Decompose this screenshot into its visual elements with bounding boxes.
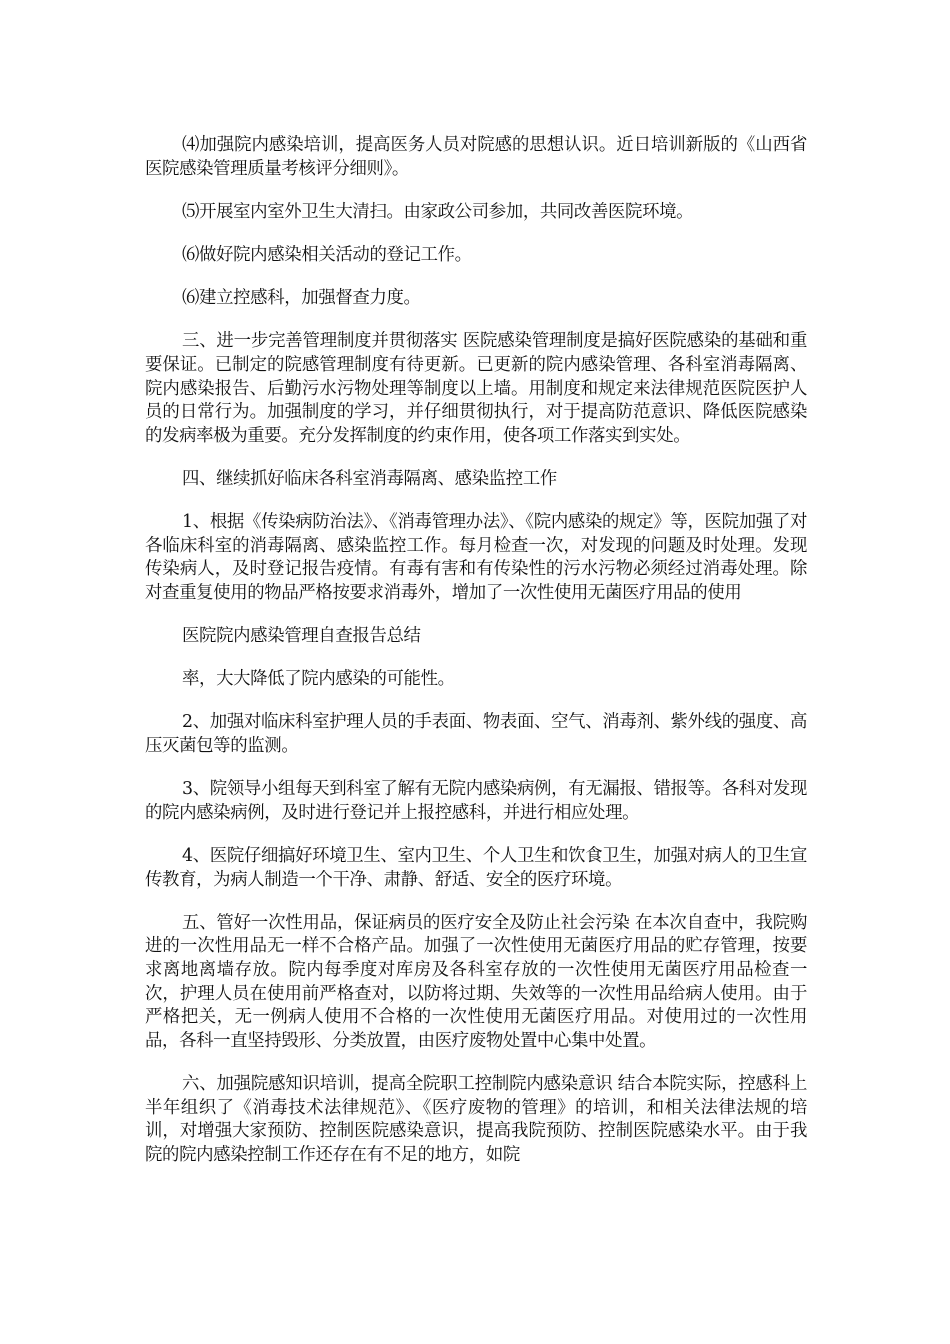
paragraph-section-three: 三、进一步完善管理制度并贯彻落实 医院感染管理制度是搞好医院感染的基础和重要保证。已制定的院感管理制度有待更新。已更新的院内感染管理、各科室消毒隔离、院内感染报告、后勤污水污物处理等制度以上墙。用制度和规定来法律规范医院医护人员的日常行为。加强制度的学习，并仔细贯彻执行，对于提高防范意识、降低医院感染的发病率极为重要。充分发挥制度的约束作用，使各项工作落实到实处。 (145, 331, 807, 446)
paragraph-section-four-heading: 四、继续抓好临床各科室消毒隔离、感染监控工作 (182, 468, 557, 489)
paragraph-control-department: ⑹建立控感科，加强督查力度。 (182, 288, 421, 309)
paragraph-item-1: 1、根据《传染病防治法》、《消毒管理办法》、《院内感染的规定》等，医院加强了对各临床科室的消毒隔离、感染监控工作。每月检查一次，对发现的问题及时处理。发现传染病人，及时登记报告疫情。有毒有害和有传染性的污水污物必须经过消毒处理。除对查重复使用的物品严格按要求消毒外，增加了一次性使用无菌医疗用品的使用 (145, 512, 807, 603)
paragraph-cleaning: ⑸开展室内室外卫生大清扫。由家政公司参加，共同改善医院环境。 (182, 201, 694, 222)
paragraph-item-2: 2、加强对临床科室护理人员的手表面、物表面、空气、消毒剂、紫外线的强度、高压灭菌包等的监测。 (145, 712, 807, 757)
paragraph-item-3: 3、院领导小组每天到科室了解有无院内感染病例，有无漏报、错报等。各科对发现的院内感染病例，及时进行登记并上报控感科，并进行相应处理。 (145, 779, 807, 823)
document-body (145, 134, 807, 1187)
paragraph-registration: ⑹做好院内感染相关活动的登记工作。 (182, 244, 472, 265)
paragraph-section-five: 五、管好一次性用品，保证病员的医疗安全及防止社会污染 在本次自查中，我院购进的一次性用品无一样不合格产品。加强了一次性使用无菌医疗用品的贮存管理，按要求离地离墙存放。院内每季度对库房及各科室存放的一次性使用无菌医疗用品检查一次，护理人员在使用前严格查对，以防将过期、失效等的一次性用品给病人使用。由于严格把关，无一例病人使用不合格的一次性使用无菌医疗用品。对使用过的一次性用品，各科一直坚持毁形、分类放置，由医疗废物处置中心集中处置。 (145, 912, 807, 1051)
paragraph-section-six: 六、加强院感知识培训，提高全院职工控制院内感染意识 结合本院实际，控感科上半年组织了《消毒技术法律规范》、《医疗废物的管理》的培训，和相关法律法规的培训，对增强大家预防、控制医院感染意识，提高我院预防、控制医院感染水平。由于我院的院内感染控制工作还存在有不足的地方，如院 (145, 1073, 807, 1165)
paragraph-item-4: 4、医院仔细搞好环境卫生、室内卫生、个人卫生和饮食卫生，加强对病人的卫生宣传教育，为病人制造一个干净、肃静、舒适、安全的医疗环境。 (145, 846, 807, 890)
paragraph-report-title: 医院院内感染管理自查报告总结 (182, 626, 421, 647)
paragraph-rate: 率，大大降低了院内感染的可能性。 (182, 669, 455, 690)
paragraph-training: ⑷加强院内感染培训，提高医务人员对院感的思想认识。近日培训新版的《山西省医院感染管理质量考核评分细则》。 (145, 135, 807, 179)
